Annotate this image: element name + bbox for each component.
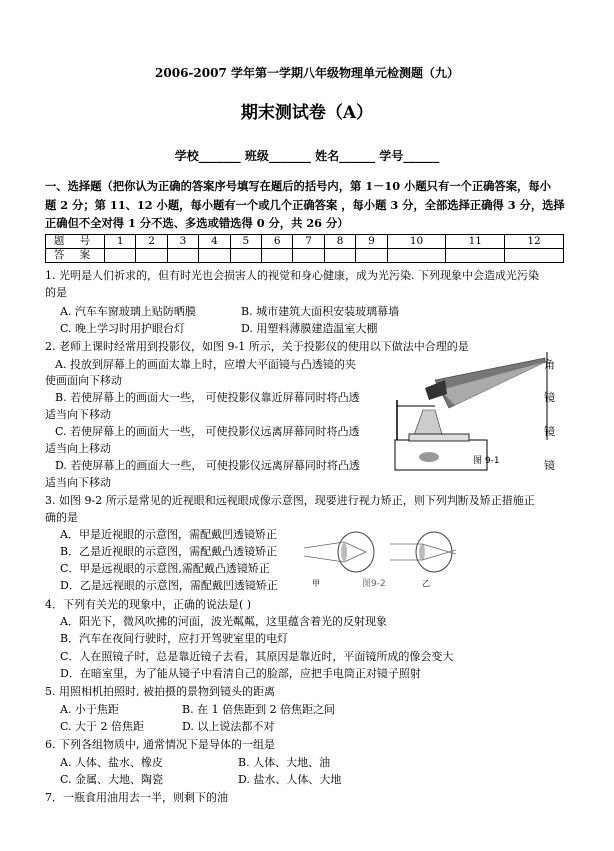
- answer-cell[interactable]: [105, 249, 136, 263]
- answer-table-answer-row: [46, 249, 564, 263]
- exam-main-title: 2006-2007 学年第一学期八年级物理单元检测题（九）: [155, 66, 459, 80]
- q5-option-c: C. 大于 2 倍焦距: [60, 720, 145, 733]
- q3-option-c: C．甲是远视眼的示意图,需配戴凸透镜矫正: [60, 562, 270, 575]
- table-cell-number: 2: [136, 235, 167, 249]
- q3-option-a: A．甲是近视眼的示意图，需配戴凹透镜矫正: [60, 528, 277, 541]
- table-cell-number: 5: [230, 235, 261, 249]
- fig-9-2-label-left: 甲: [312, 579, 320, 588]
- q3-option-b: B．乙是近视眼的示意图，需配戴凸透镜矫正: [60, 545, 278, 558]
- q7-stem: 7．一瓶食用油用去一半，则剩下的油: [45, 791, 228, 804]
- q1-option-c: C. 晚上学习时用护眼台灯: [60, 322, 186, 335]
- section-instruction-line-1: 一、选择题（把你认为正确的答案序号填写在题后的括号内，第 1－10 小题只有一个正确答案，每小: [45, 179, 551, 193]
- table-cell-number: 10: [387, 235, 446, 249]
- answer-cell[interactable]: [446, 249, 505, 263]
- q2-option-a-line-1-end: 角: [544, 358, 555, 371]
- answer-cell[interactable]: [230, 249, 261, 263]
- answer-cell[interactable]: [356, 249, 387, 263]
- q6-option-d: D. 盐水、人体、大地: [238, 773, 342, 786]
- q6-stem: 6. 下列各组物质中, 通常情况下是导体的一组是: [45, 738, 275, 751]
- answer-cell[interactable]: [505, 249, 564, 263]
- q2-option-a-line-2: 使画面向下移动: [45, 374, 122, 387]
- answer-cell[interactable]: [262, 249, 293, 263]
- q3-option-d: D．乙是远视眼的示意图，需配戴凹透镜矫正: [60, 579, 278, 592]
- q4-option-b: B．汽车在夜间行驶时，应打开驾驶室里的电灯: [60, 632, 289, 645]
- table-cell-number: 4: [199, 235, 230, 249]
- student-info-line: 学校_______ 班级_______ 姓名______ 学号______: [174, 149, 440, 163]
- table-label-answer: 答 案: [46, 249, 105, 263]
- q5-option-b: B. 在 1 倍焦距到 2 倍焦距之间: [182, 703, 336, 716]
- table-cell-number: 6: [262, 235, 293, 249]
- q2-option-b-line-1-end: 镜: [544, 391, 555, 404]
- q1-option-b: B. 城市建筑大面积安装玻璃幕墙: [241, 305, 400, 318]
- table-cell-number: 11: [446, 235, 505, 249]
- projector-figure: [385, 350, 553, 486]
- q4-option-d: D．在暗室里，为了能从镜子中看清自己的脸部，应把手电筒正对镜子照射: [60, 667, 421, 680]
- table-cell-number: 7: [293, 235, 324, 249]
- q2-option-d-line-1-end: 镜: [544, 459, 555, 472]
- q4-option-a: A．阳光下，微风吹拂的河面，波光粼粼，这里蕴含着光的反射现象: [60, 615, 387, 628]
- answer-table-number-row: [46, 235, 564, 249]
- q2-stem: 2. 老师上课时经常用到投影仪，如图 9-1 所示，关于投影仪的使用以下做法中合理的是: [45, 340, 469, 353]
- q2-option-c-line-1: C. 若使屏幕上的画面大一些， 可使投影仪远离屏幕同时将凸透: [55, 425, 360, 438]
- q6-option-c: C. 金属、大地、陶瓷: [60, 773, 164, 786]
- q2-option-d-line-2: 适当向下移动: [45, 476, 111, 489]
- q2-option-c-line-2: 适当向上移动: [45, 442, 111, 455]
- answer-table: [45, 234, 564, 263]
- q2-option-c-line-1-end: 镜: [544, 425, 555, 438]
- q4-option-c: C．人在照镜子时，总是靠近镜子去看，其原因是靠近时，平面镜所成的像会变大: [60, 650, 454, 663]
- q2-option-b-line-1: B. 若使屏幕上的画面大一些， 可使投影仪靠近屏幕同时将凸透: [55, 391, 360, 404]
- q6-option-b: B. 人体、大地、油: [238, 756, 331, 769]
- fig-9-2-caption: 图9-2: [362, 579, 386, 589]
- q1-stem-line-1: 1. 光明是人们祈求的，但有时光也会损害人的视觉和身心健康，成为光污染. 下列现象中会造成光污染: [45, 269, 539, 282]
- table-cell-number: 8: [324, 235, 355, 249]
- section-instruction-line-2: 题 2 分；第 11、12 小题，每小题有一个或几个正确答案 ，每小题 3 分，全部选择正确得 3 分，选择: [45, 198, 565, 212]
- q2-option-d-line-1: D. 若使屏幕上的画面大一些， 可使投影仪远离屏幕同时将凸透: [55, 459, 360, 472]
- exam-sub-title: 期末测试卷（A）: [240, 103, 374, 123]
- answer-cell[interactable]: [136, 249, 167, 263]
- answer-cell[interactable]: [387, 249, 446, 263]
- q5-option-d: D. 以上说法都不对: [182, 720, 275, 733]
- answer-cell[interactable]: [324, 249, 355, 263]
- q6-option-a: A. 人体、盐水、橡皮: [60, 756, 163, 769]
- q2-option-b-line-2: 适当向下移动: [45, 408, 111, 421]
- q1-stem-line-2: 的是: [45, 286, 67, 299]
- q4-stem: 4．下列有关光的现象中，正确的说法是( ): [45, 598, 252, 611]
- q1-option-d: D. 用塑料薄膜建造温室大棚: [241, 322, 378, 335]
- answer-cell[interactable]: [167, 249, 198, 263]
- table-cell-number: 3: [167, 235, 198, 249]
- q2-option-a-line-1: A. 投放到屏幕上的画面太靠上时，应增大平面镜与凸透镜的夹: [55, 358, 356, 371]
- fig-9-1-caption: 图 9-1: [473, 456, 500, 466]
- q5-stem: 5. 用照相机拍照时, 被拍摄的景物到镜头的距离: [45, 685, 275, 698]
- table-cell-number: 12: [505, 235, 564, 249]
- q5-option-a: A. 小于焦距: [60, 703, 119, 716]
- table-cell-number: 9: [356, 235, 387, 249]
- table-cell-number: 1: [105, 235, 136, 249]
- q3-stem-line-1: 3. 如图 9-2 所示是常见的近视眼和远视眼成像示意图，现要进行视力矫正，则下列判断及矫正措施正: [45, 494, 535, 507]
- fig-9-2-label-right: 乙: [422, 579, 430, 588]
- section-instruction-line-3: 正确但不全对得 1 分不选、多选或错选得 0 分，共 26 分）: [45, 216, 349, 230]
- table-label-question-number: 题 号: [46, 235, 105, 249]
- q3-stem-line-2: 确的是: [45, 511, 78, 524]
- eye-figure: [300, 522, 460, 592]
- answer-cell[interactable]: [199, 249, 230, 263]
- answer-cell[interactable]: [293, 249, 324, 263]
- q1-option-a: A. 汽车车窗玻璃上贴防晒膜: [60, 305, 196, 318]
